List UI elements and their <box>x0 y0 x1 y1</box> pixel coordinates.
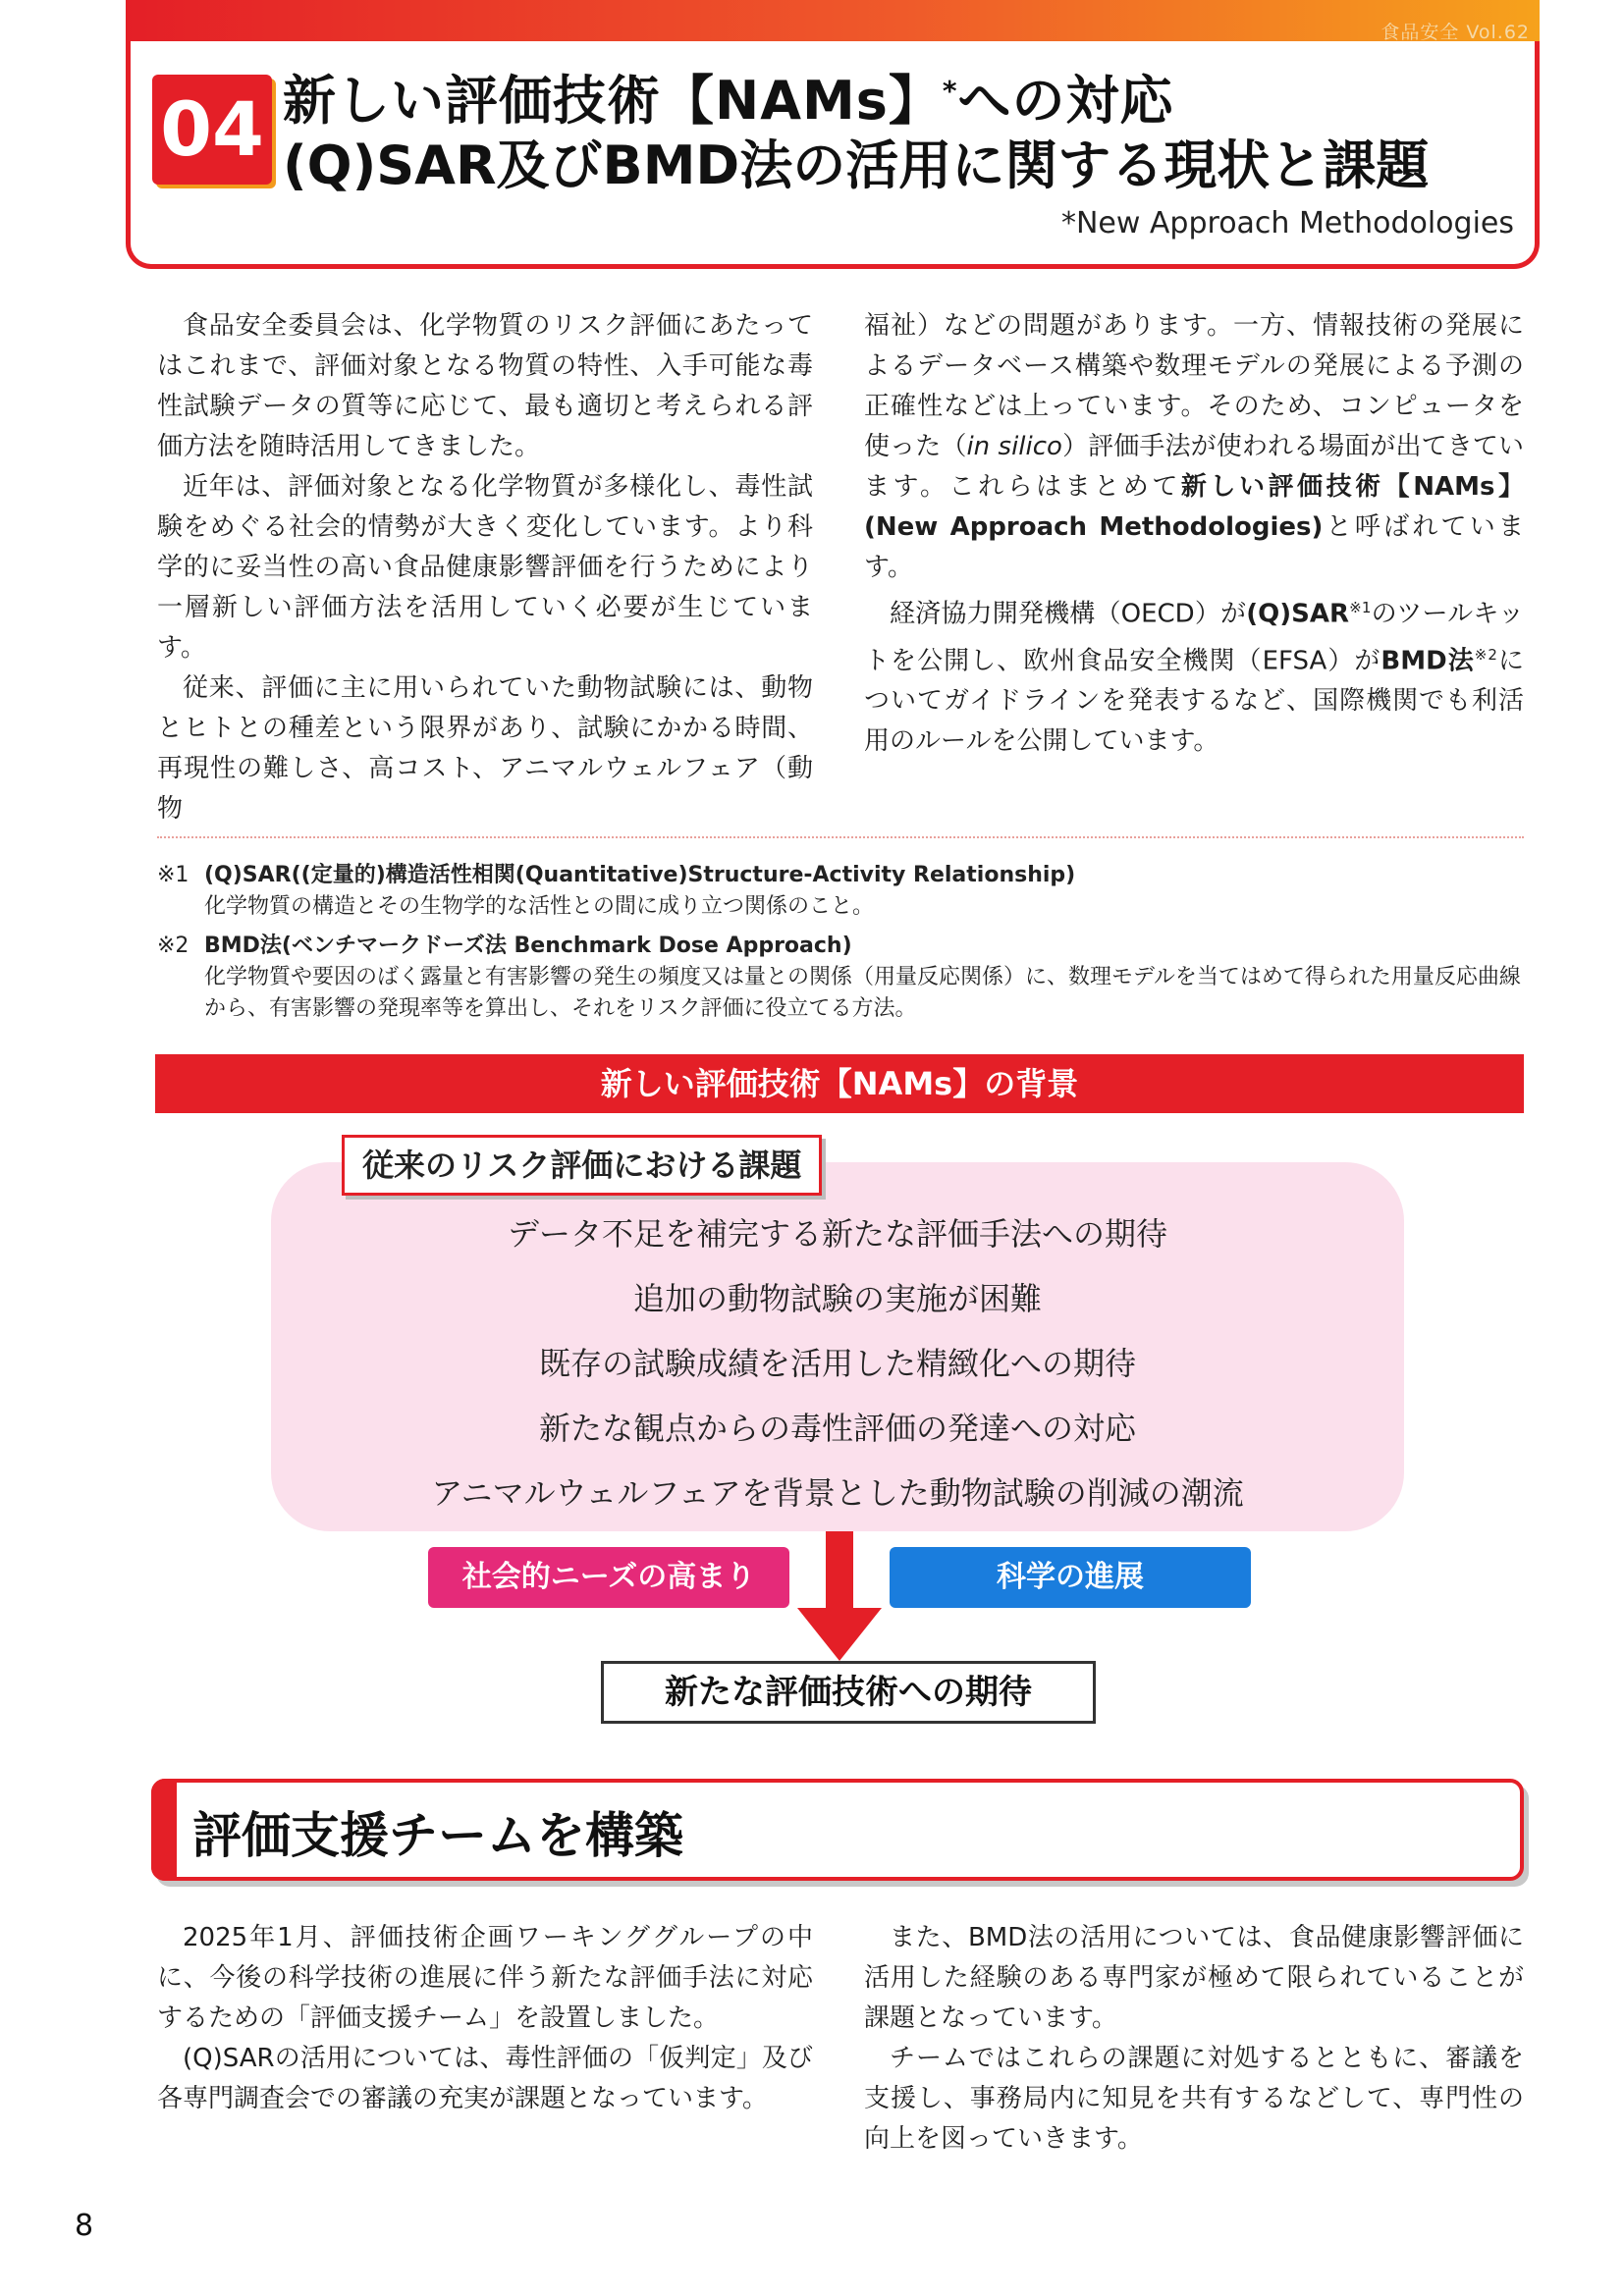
section-heading: 評価支援チームを構築 <box>192 1807 683 1864</box>
section-paragraph: 2025年1月、評価技術企画ワーキンググループの中に、今後の科学技術の進展に伴う新たな評価手法に対応するための「評価支援チーム」を設置しました。 <box>157 1923 813 2033</box>
section-heading-accent <box>151 1779 177 1881</box>
footnote-body: 化学物質や要因のばく露量と有害影響の発生の頻度又は量との関係（用量反応関係）に、数理モデルを当てはめて得られた用量反応曲線から、有害影響の発現率等を算出し、それをリスク評価に役立てる方法。 <box>204 965 1521 1021</box>
page-title-line1: 新しい評価技術【NAMs】*への対応 <box>283 70 1174 132</box>
header-gradient-bar <box>126 0 1540 41</box>
section-number-badge: 04 <box>152 75 272 185</box>
page-subtitle: *New Approach Methodologies <box>1060 206 1514 240</box>
issue-item: 追加の動物試験の実施が困難 <box>632 1280 1042 1317</box>
section-paragraph: (Q)SARの活用については、毒性評価の「仮判定」及び各専門調査会での審議の充実が課題となっています。 <box>157 2044 813 2113</box>
footnote-heading: (Q)SAR((定量的)構造活性相関(Quantitative)Structure-Activity Relationship) <box>204 863 1076 887</box>
intro-paragraph: 従来、評価に主に用いられていた動物試験には、動物とヒトとの種差という限界があり、試験にかかる時間、再現性の難しさ、高コスト、アニマルウェルフェア（動物 <box>157 673 813 824</box>
intro-column-right <box>864 306 1524 762</box>
intro-paragraph: 食品安全委員会は、化学物質のリスク評価にあたってはこれまで、評価対象となる物質の特性、入手可能な毒性試験データの質等に応じて、最も適切と考えられる評価方法を随時活用してきました。 <box>157 311 813 461</box>
footnote-2 <box>157 931 1532 1025</box>
social-needs-label: 社会的ニーズの高まり <box>428 1547 789 1608</box>
footnote-1 <box>157 860 1532 923</box>
issue-item: アニマルウェルフェアを背景とした動物試験の削減の潮流 <box>431 1474 1244 1512</box>
section-column-left <box>157 1918 813 2119</box>
page-title-line2: (Q)SAR及びBMD法の活用に関する現状と課題 <box>283 134 1430 196</box>
intro-paragraph: 近年は、評価対象となる化学物質が多様化し、毒性試験をめぐる社会的情勢が大きく変化しています。より科学的に妥当性の高い食品健康影響評価を行うためにより一層新しい評価方法を活用していく必要が生じています。 <box>157 472 813 663</box>
issues-list <box>271 1201 1404 1525</box>
science-progress-label: 科学の進展 <box>890 1547 1251 1608</box>
intro-paragraph: 経済協力開発機構（OECD）が(Q)SAR$^{※1}$のツールキットを公開し、欧州食品安全機関（EFSA）がBMD法$^{※2}$についてガイドラインを発表するなど、国際機関でも利活用のルールを公開しています。 <box>864 599 1524 757</box>
footnote-mark: ※1 <box>157 863 189 887</box>
footnote-heading: BMD法(ベンチマークドーズ法 Benchmark Dose Approach) <box>204 934 852 958</box>
expectation-box: 新たな評価技術への期待 <box>601 1661 1096 1724</box>
issue-item: データ不足を補完する新たな評価手法への期待 <box>507 1215 1167 1253</box>
section-column-right <box>864 1918 1524 2160</box>
diagram-title-band: 新しい評価技術【NAMs】の背景 <box>155 1054 1524 1113</box>
issue-label: 食品安全 Vol.62 <box>1380 22 1530 43</box>
issue-item: 新たな観点からの毒性評価の発達への対応 <box>538 1410 1136 1447</box>
page-number: 8 <box>75 2209 94 2243</box>
down-arrow-icon <box>797 1531 882 1661</box>
footnote-mark: ※2 <box>157 934 189 958</box>
intro-paragraph-continued: 福祉）などの問題があります。一方、情報技術の発展によるデータベース構築や数理モデルの発展による予測の正確性などは上っています。そのため、コンピュータを使った（in silico）評価手法が使われる場面が出てきています。これらはまとめて新しい評価技術【NAMs】(New Approach Methodologies)と呼ばれています。 <box>864 311 1525 582</box>
section-paragraph: チームではこれらの課題に対処するとともに、審議を支援し、事務局内に知見を共有するなどして、専門性の向上を図っていきます。 <box>864 2044 1524 2154</box>
dotted-divider <box>157 836 1524 838</box>
issue-item: 既存の試験成績を活用した精緻化への期待 <box>538 1345 1136 1382</box>
issues-panel-tag: 従来のリスク評価における課題 <box>342 1135 822 1196</box>
intro-column-left <box>157 306 813 829</box>
footnote-body: 化学物質の構造とその生物学的な活性との間に成り立つ関係のこと。 <box>204 894 875 919</box>
section-paragraph: また、BMD法の活用については、食品健康影響評価に活用した経験のある専門家が極めて限られていることが課題となっています。 <box>864 1923 1524 2033</box>
